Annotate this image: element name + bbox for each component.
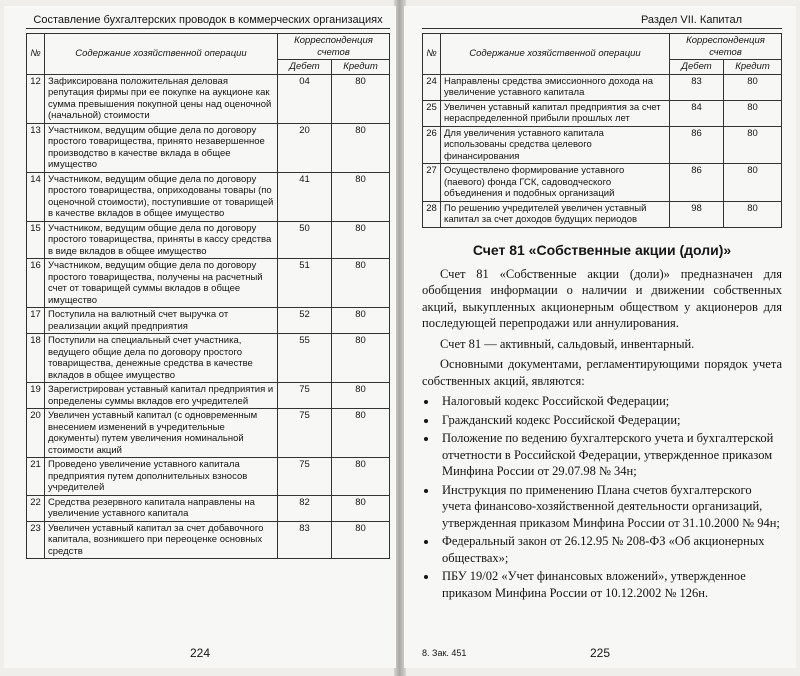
row-credit: 80 — [331, 123, 389, 172]
row-debit: 51 — [277, 259, 331, 308]
header-credit: Кредит — [723, 60, 781, 75]
row-description: Зарегистрирован уставный капитал предприятия и определены суммы вкладов его учредителей — [45, 383, 278, 409]
row-debit: 82 — [277, 495, 331, 521]
row-number: 22 — [27, 495, 45, 521]
row-number: 19 — [27, 383, 45, 409]
header-debit: Дебет — [277, 60, 331, 75]
row-description: Поступили на специальный счет участника, ведущего общие дела по договору простого товарищества, денежные средства в качестве вкладов в общее имущество — [45, 334, 278, 383]
header-credit: Кредит — [331, 60, 389, 75]
row-number: 27 — [423, 164, 441, 202]
row-credit: 80 — [331, 259, 389, 308]
row-credit: 80 — [723, 74, 781, 100]
row-number: 26 — [423, 126, 441, 164]
row-description: Увеличен уставный капитал (с одновременным внесением изменений в учредительные документы) путем увеличения номинальной стоимости акций — [45, 409, 278, 458]
list-item: • ПБУ 19/02 «Учет финансовых вложений», утвержденное приказом Минфина России от 10.12.2002 № 126н. — [438, 568, 782, 601]
row-debit: 86 — [669, 126, 723, 164]
header-no: № — [423, 34, 441, 75]
row-debit: 20 — [277, 123, 331, 172]
print-signature-mark: 8. Зак. 451 — [422, 648, 467, 658]
row-number: 25 — [423, 100, 441, 126]
row-description: Участником, ведущим общие дела по договору простого товарищества, оприходованы товары (по оценочной стоимости), поступившие от товарищей в качестве вкладов в общее имущество — [45, 172, 278, 221]
page-number-left: 224 — [189, 646, 211, 660]
row-credit: 80 — [331, 521, 389, 559]
table-row — [27, 172, 390, 221]
row-description: Участником, ведущим общие дела по договору простого товарищества, принято незавершенное производство в качестве вклада в общее имущество — [45, 123, 278, 172]
row-credit: 80 — [331, 409, 389, 458]
row-description: Зафиксирована положительная деловая репутация фирмы при ее покупке на аукционе как сумма превышения покупной цены над оценочной (начальной) стоимости — [45, 74, 278, 123]
table-row — [27, 334, 390, 383]
list-item: • Гражданский кодекс Российской Федерации; — [438, 412, 782, 429]
page-number-right: 225 — [589, 646, 611, 660]
row-description: Средства резервного капитала направлены на увеличение уставного капитала — [45, 495, 278, 521]
table-row — [27, 495, 390, 521]
header-debit: Дебет — [669, 60, 723, 75]
header-correspondence: Корреспонденция счетов — [669, 34, 781, 60]
row-credit: 80 — [331, 172, 389, 221]
row-number: 21 — [27, 458, 45, 496]
table-row — [423, 201, 782, 227]
row-number: 20 — [27, 409, 45, 458]
row-debit: 75 — [277, 458, 331, 496]
row-description: Осуществлено формирование уставного (паевого) фонда ГСК, садоводческого объединения и подобных организаций — [441, 164, 670, 202]
row-credit: 80 — [331, 383, 389, 409]
table-row — [423, 100, 782, 126]
row-number: 12 — [27, 74, 45, 123]
list-item: • Федеральный закон от 26.12.95 № 208-ФЗ «Об акционерных обществах»; — [438, 533, 782, 566]
row-description: Увеличен уставный капитал за счет добавочного капитала, возникшего при переоценке основных средств — [45, 521, 278, 559]
row-description: Увеличен уставный капитал предприятия за счет нераспределенной прибыли прошлых лет — [441, 100, 670, 126]
section-title: Счет 81 «Собственные акции (доли)» — [472, 241, 732, 258]
table-row — [423, 126, 782, 164]
table-row — [423, 164, 782, 202]
table-row — [27, 74, 390, 123]
regulation-list — [422, 393, 782, 601]
row-debit: 41 — [277, 172, 331, 221]
table-row — [27, 383, 390, 409]
row-credit: 80 — [331, 334, 389, 383]
row-debit: 98 — [669, 201, 723, 227]
left-postings-table — [26, 33, 390, 559]
row-debit: 86 — [669, 164, 723, 202]
list-item: • Положение по ведению бухгалтерского учета и бухгалтерской отчетности в Российской Федерации, утвержденное приказом Минфина России от 29.07.98 № 34н; — [438, 430, 782, 480]
table-row — [27, 521, 390, 559]
row-debit: 75 — [277, 409, 331, 458]
row-number: 14 — [27, 172, 45, 221]
row-credit: 80 — [723, 201, 781, 227]
header-no: № — [27, 34, 45, 75]
row-number: 24 — [423, 74, 441, 100]
row-debit: 52 — [277, 308, 331, 334]
left-running-head: Составление бухгалтерских проводок в коммерческих организациях — [26, 14, 390, 29]
list-item: • Инструкция по применению Плана счетов бухгалтерского учета финансово-хозяйственной деятельности организаций, утвержденная приказом Минфина России от 31.10.2000 № 94н; — [438, 482, 782, 532]
row-credit: 80 — [331, 458, 389, 496]
paragraph: Счет 81 — активный, сальдовый, инвентарный. — [440, 336, 695, 351]
row-number: 17 — [27, 308, 45, 334]
row-credit: 80 — [723, 164, 781, 202]
right-page — [404, 6, 796, 668]
row-number: 15 — [27, 221, 45, 259]
right-running-head: Раздел VII. Капитал — [422, 14, 782, 29]
row-debit: 75 — [277, 383, 331, 409]
row-description: По решению учредителей увеличен уставный капитал за счет доходов будущих периодов — [441, 201, 670, 227]
row-credit: 80 — [331, 495, 389, 521]
table-row — [27, 259, 390, 308]
row-description: Поступила на валютный счет выручка от реализации акций предприятия — [45, 308, 278, 334]
row-number: 18 — [27, 334, 45, 383]
right-postings-table — [422, 33, 782, 228]
header-correspondence: Корреспонденция счетов — [277, 34, 389, 60]
row-credit: 80 — [331, 308, 389, 334]
row-description: Направлены средства эмиссионного дохода на увеличение уставного капитала — [441, 74, 670, 100]
row-credit: 80 — [331, 74, 389, 123]
table-row — [27, 458, 390, 496]
row-debit: 55 — [277, 334, 331, 383]
header-content: Содержание хозяйственной операции — [441, 34, 670, 75]
row-debit: 83 — [277, 521, 331, 559]
row-credit: 80 — [723, 126, 781, 164]
table-row — [27, 409, 390, 458]
table-row — [27, 123, 390, 172]
left-page — [4, 6, 396, 668]
row-debit: 50 — [277, 221, 331, 259]
list-item: • Налоговый кодекс Российской Федерации; — [438, 393, 782, 410]
table-row — [27, 308, 390, 334]
row-debit: 84 — [669, 100, 723, 126]
row-credit: 80 — [723, 100, 781, 126]
table-row — [27, 221, 390, 259]
table-row — [423, 74, 782, 100]
row-credit: 80 — [331, 221, 389, 259]
row-number: 28 — [423, 201, 441, 227]
row-debit: 83 — [669, 74, 723, 100]
row-description: Участником, ведущим общие дела по договору простого товарищества, получены на расчетный счет от товарищей суммы вкладов в общее имущество — [45, 259, 278, 308]
paragraph: Счет 81 «Собственные акции (доли)» предназначен для обобщения информации о наличии и движении собственных акций, выкупленных акционерным обществом у акционеров для последующей перепродажи или аннулирования. — [422, 266, 782, 330]
paragraph: Основными документами, регламентирующими порядок учета собственных акций, являются: — [422, 357, 782, 388]
header-content: Содержание хозяйственной операции — [45, 34, 278, 75]
row-description: Проведено увеличение уставного капитала предприятия путем дополнительных взносов учредителей — [45, 458, 278, 496]
row-description: Для увеличения уставного капитала использованы средства целевого финансирования — [441, 126, 670, 164]
row-number: 13 — [27, 123, 45, 172]
row-debit: 04 — [277, 74, 331, 123]
row-description: Участником, ведущим общие дела по договору простого товарищества, приняты в кассу средства в виде вкладов в общее имущество — [45, 221, 278, 259]
row-number: 16 — [27, 259, 45, 308]
row-number: 23 — [27, 521, 45, 559]
